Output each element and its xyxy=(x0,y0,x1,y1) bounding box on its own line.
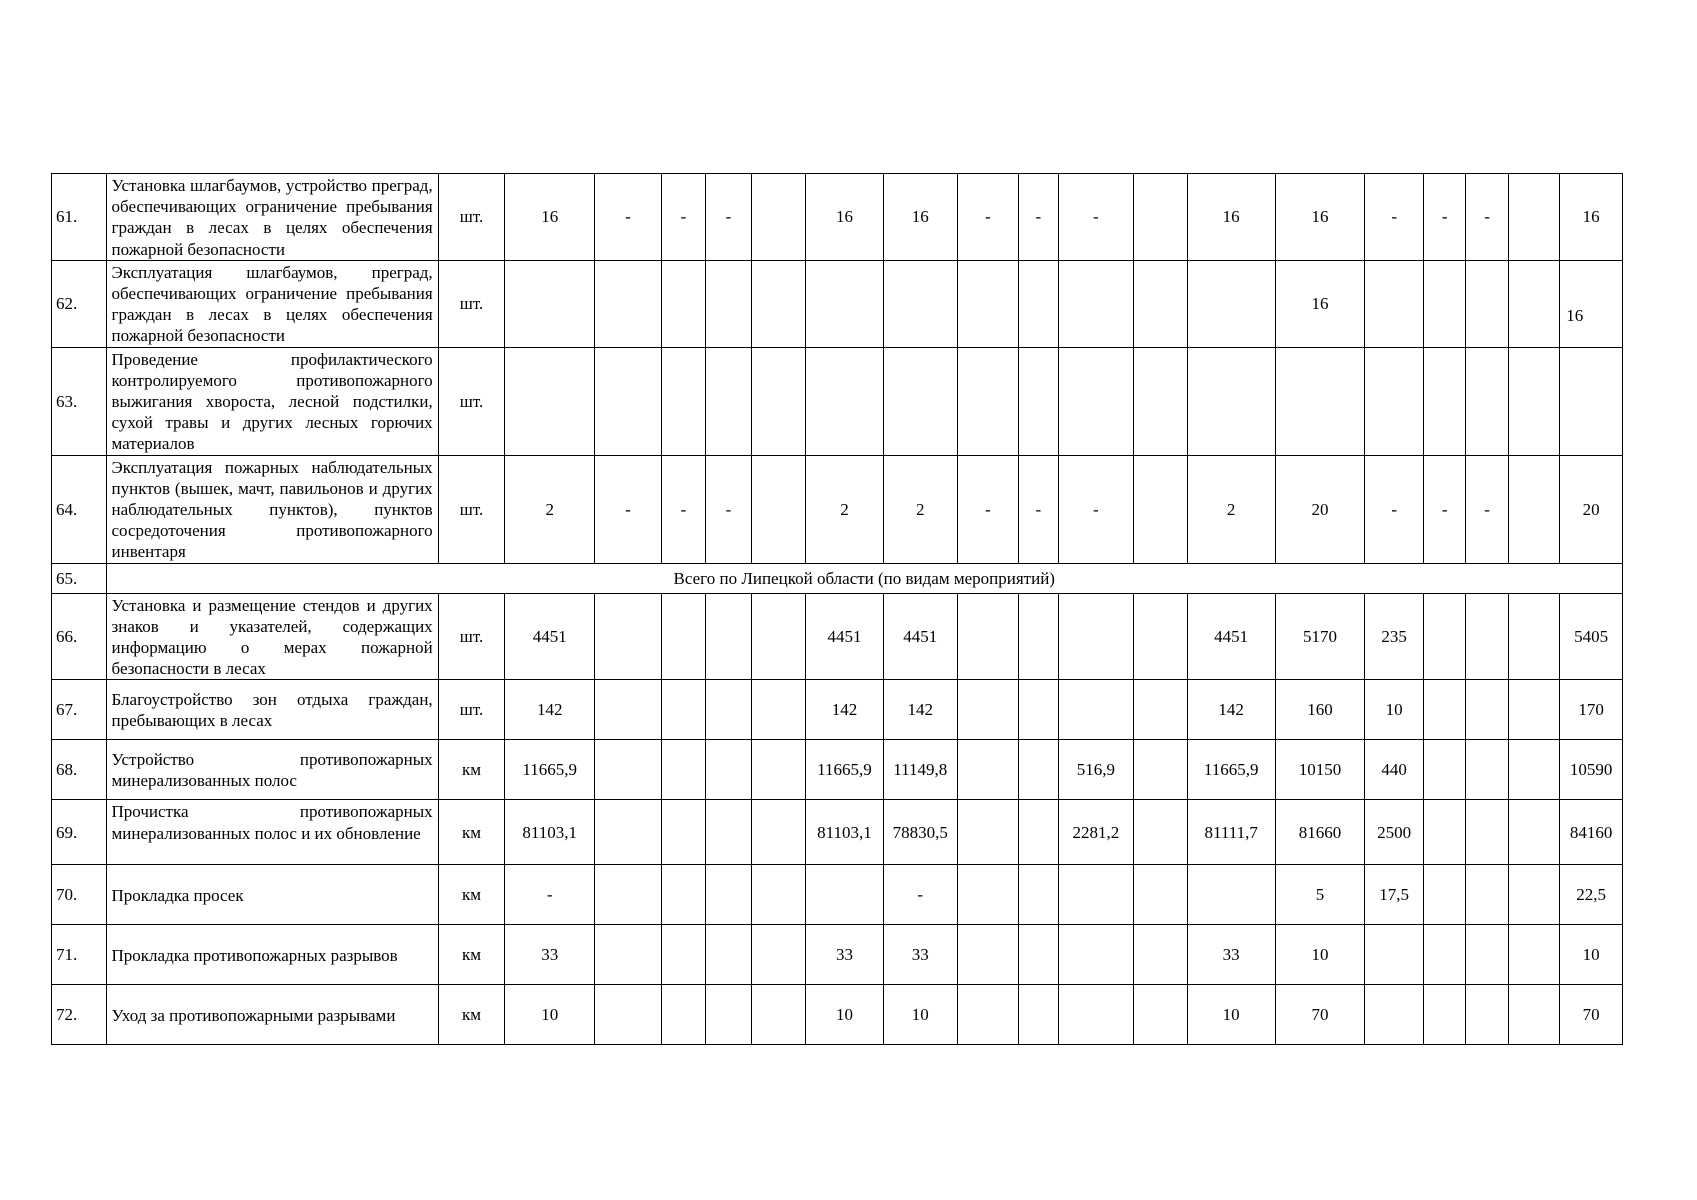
value-cell: 20 xyxy=(1560,455,1623,563)
value-cell xyxy=(1423,347,1465,455)
value-cell: 20 xyxy=(1275,455,1365,563)
value-cell: 11665,9 xyxy=(1187,740,1275,800)
value-cell xyxy=(661,680,705,740)
value-cell xyxy=(1019,865,1058,925)
value-cell: 4451 xyxy=(1187,593,1275,680)
value-cell xyxy=(1508,740,1559,800)
table-row-69 xyxy=(52,800,1623,865)
value-cell xyxy=(1466,740,1508,800)
value-cell: 10 xyxy=(806,985,884,1045)
value-cell: - xyxy=(1466,174,1508,261)
value-cell xyxy=(1508,985,1559,1045)
value-cell xyxy=(706,680,751,740)
value-cell xyxy=(1508,455,1559,563)
table-row-61 xyxy=(52,174,1623,261)
value-cell xyxy=(751,455,806,563)
value-cell: - xyxy=(1365,455,1424,563)
value-cell xyxy=(1134,985,1188,1045)
value-cell xyxy=(751,680,806,740)
value-cell xyxy=(1508,347,1559,455)
table-row-70 xyxy=(52,865,1623,925)
value-cell xyxy=(1187,347,1275,455)
value-cell: - xyxy=(1019,455,1058,563)
value-cell xyxy=(1058,260,1134,347)
unit-cell: км xyxy=(438,740,505,800)
value-cell xyxy=(751,740,806,800)
value-cell xyxy=(957,680,1019,740)
value-cell: 2 xyxy=(505,455,595,563)
value-cell: 2281,2 xyxy=(1058,800,1134,865)
value-cell: 10150 xyxy=(1275,740,1365,800)
row-number: 69. xyxy=(52,800,107,865)
value-cell xyxy=(1019,680,1058,740)
value-cell xyxy=(661,985,705,1045)
fire-safety-measures-table xyxy=(51,173,1623,1045)
value-cell xyxy=(1423,925,1465,985)
value-cell xyxy=(883,347,957,455)
value-cell xyxy=(957,800,1019,865)
value-cell: 16 xyxy=(1560,174,1623,261)
value-cell: - xyxy=(1423,174,1465,261)
value-cell: 4451 xyxy=(806,593,884,680)
row-number: 72. xyxy=(52,985,107,1045)
value-cell xyxy=(706,985,751,1045)
total-row-label: Всего по Липецкой области (по видам мероприятий) xyxy=(106,563,1622,593)
value-cell xyxy=(1423,593,1465,680)
value-cell xyxy=(1134,865,1188,925)
value-cell: 142 xyxy=(806,680,884,740)
value-cell xyxy=(1134,925,1188,985)
value-cell xyxy=(1134,347,1188,455)
value-cell xyxy=(505,347,595,455)
value-cell: - xyxy=(661,174,705,261)
value-cell xyxy=(1423,680,1465,740)
value-cell xyxy=(1365,347,1424,455)
value-cell xyxy=(1560,347,1623,455)
value-cell xyxy=(1423,865,1465,925)
value-cell xyxy=(1187,865,1275,925)
value-cell xyxy=(1508,925,1559,985)
value-cell: - xyxy=(883,865,957,925)
value-cell xyxy=(957,925,1019,985)
value-cell: 33 xyxy=(806,925,884,985)
value-cell xyxy=(957,593,1019,680)
value-cell xyxy=(1508,800,1559,865)
row-number: 70. xyxy=(52,865,107,925)
value-cell xyxy=(1365,260,1424,347)
value-cell: 10 xyxy=(1365,680,1424,740)
unit-cell: км xyxy=(438,800,505,865)
value-cell xyxy=(1134,455,1188,563)
measure-name: Уход за противопожарными разрывами xyxy=(106,985,438,1045)
unit-cell: шт. xyxy=(438,680,505,740)
value-cell: - xyxy=(1423,455,1465,563)
unit-cell: шт. xyxy=(438,260,505,347)
measure-name: Эксплуатация шлагбаумов, преград, обеспечивающих ограничение пребывания граждан в лесах в целях обеспечения пожарной безопасности xyxy=(106,260,438,347)
value-cell: 440 xyxy=(1365,740,1424,800)
value-cell: 10 xyxy=(1187,985,1275,1045)
value-cell: - xyxy=(1058,455,1134,563)
value-cell: 16 xyxy=(1275,174,1365,261)
value-cell xyxy=(1019,985,1058,1045)
value-cell: 11149,8 xyxy=(883,740,957,800)
measure-name: Эксплуатация пожарных наблюдательных пунктов (вышек, мачт, павильонов и других наблюдательных пунктов), пунктов сосредоточения противопожарного инвентаря xyxy=(106,455,438,563)
value-cell: - xyxy=(706,174,751,261)
value-cell xyxy=(706,260,751,347)
value-cell: 81103,1 xyxy=(806,800,884,865)
value-cell xyxy=(1134,800,1188,865)
value-cell xyxy=(595,680,662,740)
unit-cell: км xyxy=(438,985,505,1045)
value-cell: - xyxy=(1365,174,1424,261)
value-cell: 10 xyxy=(883,985,957,1045)
unit-cell: шт. xyxy=(438,593,505,680)
value-cell xyxy=(1466,865,1508,925)
value-cell: 160 xyxy=(1275,680,1365,740)
value-cell: 10 xyxy=(1275,925,1365,985)
value-cell xyxy=(957,985,1019,1045)
row-number: 63. xyxy=(52,347,107,455)
value-cell: 142 xyxy=(505,680,595,740)
value-cell: 84160 xyxy=(1560,800,1623,865)
value-cell xyxy=(1058,593,1134,680)
row-number: 67. xyxy=(52,680,107,740)
value-cell: - xyxy=(1058,174,1134,261)
measure-name: Проведение профилактического контролируемого противопожарного выжигания хвороста, лесной подстилки, сухой травы и других лесных горючих материалов xyxy=(106,347,438,455)
value-cell xyxy=(706,740,751,800)
value-cell xyxy=(505,260,595,347)
table-row-71 xyxy=(52,925,1623,985)
value-cell: 33 xyxy=(505,925,595,985)
value-cell xyxy=(1508,174,1559,261)
value-cell: 170 xyxy=(1560,680,1623,740)
value-cell: 2 xyxy=(806,455,884,563)
value-cell xyxy=(751,174,806,261)
value-cell: 5170 xyxy=(1275,593,1365,680)
measure-name: Прочистка противопожарных минерализованных полос и их обновление xyxy=(106,800,438,865)
value-cell xyxy=(1134,174,1188,261)
value-cell: 16 xyxy=(883,174,957,261)
row-number: 65. xyxy=(52,563,107,593)
value-cell: 516,9 xyxy=(1058,740,1134,800)
value-cell: 4451 xyxy=(505,593,595,680)
row-number: 68. xyxy=(52,740,107,800)
value-cell: 4451 xyxy=(883,593,957,680)
value-cell: 70 xyxy=(1560,985,1623,1045)
value-cell: - xyxy=(957,455,1019,563)
value-cell xyxy=(661,865,705,925)
value-cell xyxy=(1508,865,1559,925)
value-cell xyxy=(595,925,662,985)
value-cell xyxy=(751,347,806,455)
value-cell: 78830,5 xyxy=(883,800,957,865)
value-cell xyxy=(1019,925,1058,985)
value-cell: - xyxy=(661,455,705,563)
measure-name: Установка шлагбаумов, устройство преград, обеспечивающих ограничение пребывания граждан в лесах в целях обеспечения пожарной безопасности xyxy=(106,174,438,261)
value-cell xyxy=(1058,985,1134,1045)
value-cell xyxy=(1058,865,1134,925)
value-cell xyxy=(1508,680,1559,740)
value-cell: 5405 xyxy=(1560,593,1623,680)
value-cell xyxy=(1019,260,1058,347)
value-cell xyxy=(1019,347,1058,455)
value-cell xyxy=(661,800,705,865)
value-cell xyxy=(1019,800,1058,865)
value-cell: 235 xyxy=(1365,593,1424,680)
unit-cell: шт. xyxy=(438,347,505,455)
row-number: 62. xyxy=(52,260,107,347)
value-cell xyxy=(957,740,1019,800)
value-cell: 70 xyxy=(1275,985,1365,1045)
value-cell xyxy=(595,347,662,455)
value-cell xyxy=(1508,260,1559,347)
value-cell xyxy=(1466,260,1508,347)
value-cell xyxy=(1365,925,1424,985)
value-cell xyxy=(1423,800,1465,865)
row-number: 64. xyxy=(52,455,107,563)
value-cell xyxy=(1466,680,1508,740)
value-cell: 11665,9 xyxy=(806,740,884,800)
table-row-65-total xyxy=(52,563,1623,593)
value-cell: 16 xyxy=(1275,260,1365,347)
value-cell: 5 xyxy=(1275,865,1365,925)
value-cell: 81103,1 xyxy=(505,800,595,865)
value-cell: 10 xyxy=(505,985,595,1045)
value-cell xyxy=(706,347,751,455)
value-cell: - xyxy=(505,865,595,925)
value-cell xyxy=(706,800,751,865)
value-cell xyxy=(957,865,1019,925)
table-row-66 xyxy=(52,593,1623,680)
table-row-67 xyxy=(52,680,1623,740)
value-cell: 16 xyxy=(1560,260,1623,347)
value-cell: 81660 xyxy=(1275,800,1365,865)
value-cell: 16 xyxy=(1187,174,1275,261)
value-cell: - xyxy=(706,455,751,563)
value-cell xyxy=(751,800,806,865)
value-cell xyxy=(1275,347,1365,455)
measure-name: Прокладка противопожарных разрывов xyxy=(106,925,438,985)
value-cell: 11665,9 xyxy=(505,740,595,800)
value-cell: 10590 xyxy=(1560,740,1623,800)
row-number: 71. xyxy=(52,925,107,985)
value-cell: 22,5 xyxy=(1560,865,1623,925)
table-row-62 xyxy=(52,260,1623,347)
value-cell xyxy=(1365,985,1424,1045)
value-cell xyxy=(751,985,806,1045)
value-cell: 16 xyxy=(806,174,884,261)
value-cell xyxy=(661,925,705,985)
value-cell: 81111,7 xyxy=(1187,800,1275,865)
value-cell xyxy=(706,593,751,680)
value-cell xyxy=(595,593,662,680)
row-number: 66. xyxy=(52,593,107,680)
unit-cell: шт. xyxy=(438,455,505,563)
value-cell xyxy=(595,260,662,347)
unit-cell: км xyxy=(438,865,505,925)
value-cell: 2 xyxy=(1187,455,1275,563)
value-cell xyxy=(1466,925,1508,985)
value-cell xyxy=(751,260,806,347)
value-cell xyxy=(706,865,751,925)
value-cell: - xyxy=(957,174,1019,261)
table-body xyxy=(52,174,1623,1045)
measure-name: Прокладка просек xyxy=(106,865,438,925)
value-cell xyxy=(1058,680,1134,740)
table-row-68 xyxy=(52,740,1623,800)
value-cell xyxy=(661,740,705,800)
value-cell xyxy=(1466,593,1508,680)
value-cell xyxy=(1134,593,1188,680)
value-cell: - xyxy=(595,455,662,563)
value-cell xyxy=(1423,260,1465,347)
value-cell xyxy=(806,865,884,925)
row-number: 61. xyxy=(52,174,107,261)
value-cell: 33 xyxy=(883,925,957,985)
table-row-63 xyxy=(52,347,1623,455)
value-cell xyxy=(806,347,884,455)
value-cell: 17,5 xyxy=(1365,865,1424,925)
value-cell: - xyxy=(595,174,662,261)
value-cell: - xyxy=(1019,174,1058,261)
value-cell: - xyxy=(1466,455,1508,563)
value-cell: 33 xyxy=(1187,925,1275,985)
measure-name: Установка и размещение стендов и других знаков и указателей, содержащих информацию о мерах пожарной безопасности в лесах xyxy=(106,593,438,680)
value-cell xyxy=(806,260,884,347)
value-cell xyxy=(1134,260,1188,347)
value-cell: 2500 xyxy=(1365,800,1424,865)
value-cell xyxy=(1058,925,1134,985)
value-cell xyxy=(1134,680,1188,740)
value-cell xyxy=(751,593,806,680)
value-cell: 10 xyxy=(1560,925,1623,985)
value-cell: 142 xyxy=(883,680,957,740)
measure-name: Благоустройство зон отдыха граждан, пребывающих в лесах xyxy=(106,680,438,740)
value-cell xyxy=(595,800,662,865)
value-cell xyxy=(661,347,705,455)
value-cell: 16 xyxy=(505,174,595,261)
value-cell xyxy=(1466,985,1508,1045)
unit-cell: шт. xyxy=(438,174,505,261)
value-cell xyxy=(1423,740,1465,800)
value-cell xyxy=(1508,593,1559,680)
value-cell xyxy=(661,260,705,347)
value-cell: 2 xyxy=(883,455,957,563)
value-cell xyxy=(1466,800,1508,865)
value-cell xyxy=(957,260,1019,347)
value-cell xyxy=(595,985,662,1045)
value-cell xyxy=(595,865,662,925)
value-cell xyxy=(883,260,957,347)
value-cell xyxy=(751,865,806,925)
value-cell xyxy=(706,925,751,985)
value-cell xyxy=(1423,985,1465,1045)
unit-cell: км xyxy=(438,925,505,985)
value-cell xyxy=(1466,347,1508,455)
value-cell xyxy=(595,740,662,800)
value-cell xyxy=(661,593,705,680)
table-row-64 xyxy=(52,455,1623,563)
measure-name: Устройство противопожарных минерализованных полос xyxy=(106,740,438,800)
value-cell xyxy=(751,925,806,985)
value-cell xyxy=(957,347,1019,455)
table-row-72 xyxy=(52,985,1623,1045)
value-cell xyxy=(1187,260,1275,347)
value-cell xyxy=(1019,593,1058,680)
value-cell xyxy=(1134,740,1188,800)
value-cell xyxy=(1058,347,1134,455)
value-cell xyxy=(1019,740,1058,800)
value-cell: 142 xyxy=(1187,680,1275,740)
